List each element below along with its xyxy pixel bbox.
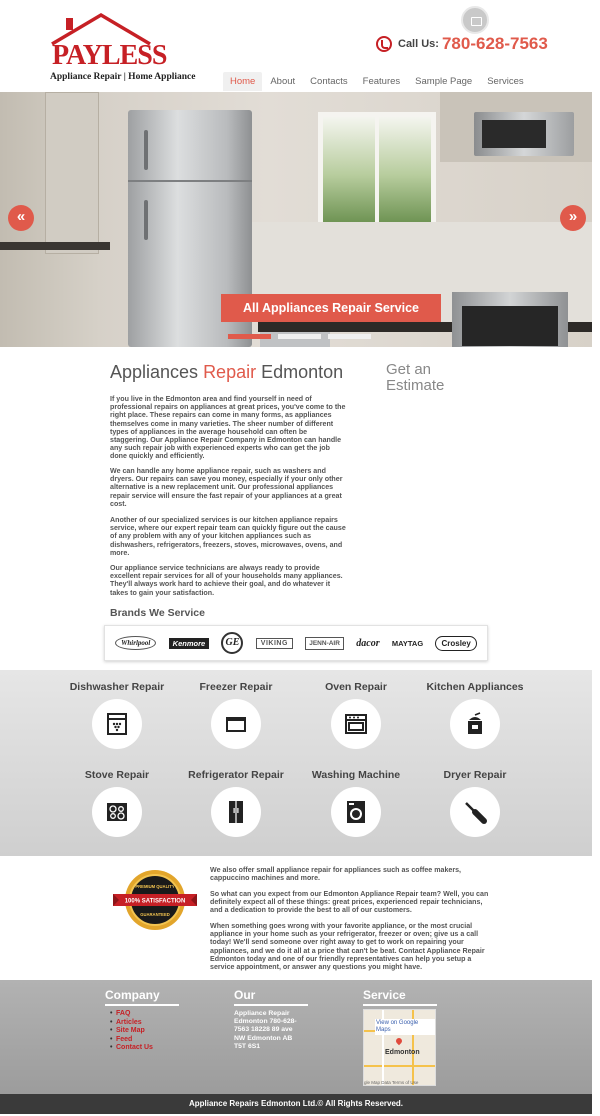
screwdriver-icon: [463, 800, 487, 824]
nav-sample-page[interactable]: Sample Page: [415, 76, 473, 87]
quality-paragraph-3: When something goes wrong with your favorite appliance, or the most crucial appliance in your home such as your refrigerator, freezer or oven; give us a call today! We'll send someone over right away to get to work on repairing your appliances, and we do it all at a price that can't be beat. Contact Appliance Repair Edmonton today and one of our friendly representatives can help you setup a service appointment, or answer any questions you might have.: [210, 922, 485, 972]
service-label: Refrigerator Repair: [188, 769, 284, 781]
badge-top-text: PREMIUM QUALITY: [135, 884, 175, 889]
service-refrigerator[interactable]: [176, 769, 296, 837]
brands-bar: [104, 625, 488, 661]
copyright-bar: Appliance Repairs Edmonton Ltd.© All Rights Reserved.: [0, 1094, 592, 1114]
service-washing-machine[interactable]: [296, 769, 416, 837]
footer-link-articles[interactable]: • Articles: [116, 1019, 153, 1028]
brand-kenmore-logo: Kenmore: [169, 638, 210, 649]
oven-icon: [344, 712, 368, 736]
google-map[interactable]: [363, 1009, 436, 1086]
footer-our-title: Our: [234, 988, 308, 1006]
footer-company-links: [116, 1010, 153, 1053]
footer-link-faq[interactable]: • FAQ: [116, 1010, 153, 1019]
title-part1: Appliances: [110, 362, 204, 382]
map-road: [364, 1065, 436, 1067]
dishwasher-icon: [105, 712, 129, 736]
service-stove[interactable]: [57, 769, 177, 837]
refrigerator-icon: [224, 800, 248, 824]
service-icon-circle: [211, 699, 261, 749]
service-icon-circle: [331, 699, 381, 749]
service-label: Kitchen Appliances: [426, 681, 524, 693]
service-label: Dishwasher Repair: [69, 681, 165, 693]
call-label: Call Us:: [398, 38, 439, 50]
nav-home[interactable]: Home: [223, 72, 262, 91]
brand-dacor-logo: dacor: [356, 637, 380, 649]
service-icon-circle: [331, 787, 381, 837]
slider-dot-1[interactable]: [228, 334, 271, 339]
map-pin-icon: [395, 1037, 403, 1045]
paragraph-technicians: Our appliance service technicians are always ready to provide excellent repair services for all of your households many appliances. They'll always work hard to achieve their goal, and do whatever it takes to gain your satisfaction.: [110, 564, 343, 597]
map-view-link[interactable]: View on Google Maps: [375, 1019, 435, 1035]
nav-contacts[interactable]: Contacts: [310, 76, 348, 87]
quality-paragraph-2: So what can you expect from our Edmonton Appliance Repair team? Well, you can definitely expect all of these things: great prices, experienced repair technicians, and a dedication to provide the best to all of our customers.: [210, 890, 489, 915]
nav-services[interactable]: Services: [487, 76, 524, 87]
logo-text: PAYLESS: [52, 40, 167, 71]
map-city-label: Edmonton: [385, 1049, 420, 1056]
service-icon-circle: [450, 699, 500, 749]
kitchen-counter: [0, 242, 110, 250]
service-dishwasher[interactable]: [57, 681, 177, 749]
service-icon-circle: [211, 787, 261, 837]
slider-dots: [228, 334, 378, 339]
service-label: Freezer Repair: [199, 681, 273, 693]
hero-caption[interactable]: All Appliances Repair Service: [221, 294, 441, 322]
footer-link-contact-us[interactable]: • Contact Us: [116, 1044, 153, 1053]
quality-paragraph-1: We also offer small appliance repair for appliances such as coffee makers, cappuccino machines and more.: [210, 866, 462, 883]
payless-logo[interactable]: [48, 12, 196, 86]
brand-ge-logo: GE: [221, 632, 243, 654]
nav-features[interactable]: Features: [362, 76, 401, 87]
brand-maytag-logo: MAYTAG: [391, 638, 424, 648]
brand-viking-logo: VIKING: [256, 638, 293, 649]
freezer-icon: [224, 712, 248, 736]
coffee-grinder-icon: [463, 712, 487, 736]
title-part2: Edmonton: [256, 362, 344, 382]
page-title: [110, 362, 343, 383]
brand-jennair-logo: JENN-AIR: [305, 637, 344, 650]
service-freezer[interactable]: [176, 681, 296, 749]
service-icon-circle: [450, 787, 500, 837]
services-section: [0, 670, 592, 856]
footer-service-title: Service: [363, 988, 437, 1006]
call-us: [376, 34, 548, 54]
logo-subtitle: Appliance Repair | Home Appliance: [50, 72, 196, 82]
paragraph-washers: We can handle any home appliance repair, such as washers and dryers. Our repairs can save you money, especially if your only other alternative is a new replacement unit. Our professional appliances repair service will ensure the fast repair of your appliances at a great cost.: [110, 467, 343, 508]
phone-icon: [376, 36, 392, 52]
badge-bottom-text: GUARANTEED: [140, 912, 170, 917]
service-dryer[interactable]: [415, 769, 535, 837]
slider-prev-arrow-icon[interactable]: «: [8, 205, 34, 231]
service-label: Dryer Repair: [443, 769, 507, 781]
service-icon-circle: [92, 787, 142, 837]
map-attribution: gle Map Data Terms of Use: [364, 1080, 419, 1085]
service-kitchen-appliances[interactable]: [415, 681, 535, 749]
footer-address: Appliance Repair Edmonton 780-628-7563 18228 89 ave NW Edmonton AB T5T 6S1: [234, 1010, 297, 1050]
slider-dot-3[interactable]: [328, 334, 371, 339]
phone-number[interactable]: 780-628-7563: [441, 34, 548, 53]
stove-image: [452, 292, 568, 347]
slider-dot-2[interactable]: [278, 334, 321, 339]
paragraph-kitchen: Another of our specialized services is our kitchen appliance repairs service, where our expert repair team can quickly figure out the cause of any problem with any of your kitchen appliances such as dishwashers, refrigerators, freezers, stoves, microwaves, ovens, and more.: [110, 516, 346, 557]
washing-machine-icon: [344, 800, 368, 824]
stove-icon: [105, 800, 129, 824]
service-label: Oven Repair: [325, 681, 387, 693]
nav-about[interactable]: About: [270, 76, 296, 87]
mail-icon[interactable]: [461, 6, 489, 34]
satisfaction-badge-icon: [113, 868, 197, 932]
service-oven[interactable]: [296, 681, 416, 749]
footer-link-feed[interactable]: • Feed: [116, 1036, 153, 1045]
service-icon-circle: [92, 699, 142, 749]
service-label: Stove Repair: [84, 769, 150, 781]
intro-paragraph: If you live in the Edmonton area and find yourself in need of professional repairs on appliances at great prices, you've come to the right place. These repairs can come in many forms, as appliances themselves come in many varieties. The sheer number of different types of appliances in the average household can often be staggering. Our Appliance Repair Company in Edmonton can handle any such repair job with experienced experts who can get the job done quickly and efficiently.: [110, 395, 346, 461]
brands-title: Brands We Service: [110, 607, 205, 619]
microwave-image: [474, 112, 574, 156]
title-highlight: Repair: [203, 362, 257, 382]
brand-crosley-logo: Crosley: [435, 636, 476, 651]
estimate-title: Get an Estimate: [386, 361, 445, 394]
footer-link-site-map[interactable]: • Site Map: [116, 1027, 153, 1036]
kitchen-window: [318, 112, 436, 227]
footer-company-title: Company: [105, 988, 179, 1006]
brand-whirlpool-logo: Whirlpool: [115, 636, 156, 650]
site-header: [0, 0, 600, 92]
badge-main-text: 100% SATISFACTION: [124, 898, 186, 905]
slider-next-arrow-icon[interactable]: »: [560, 205, 586, 231]
main-nav: [223, 72, 532, 91]
service-label: Washing Machine: [311, 769, 401, 781]
